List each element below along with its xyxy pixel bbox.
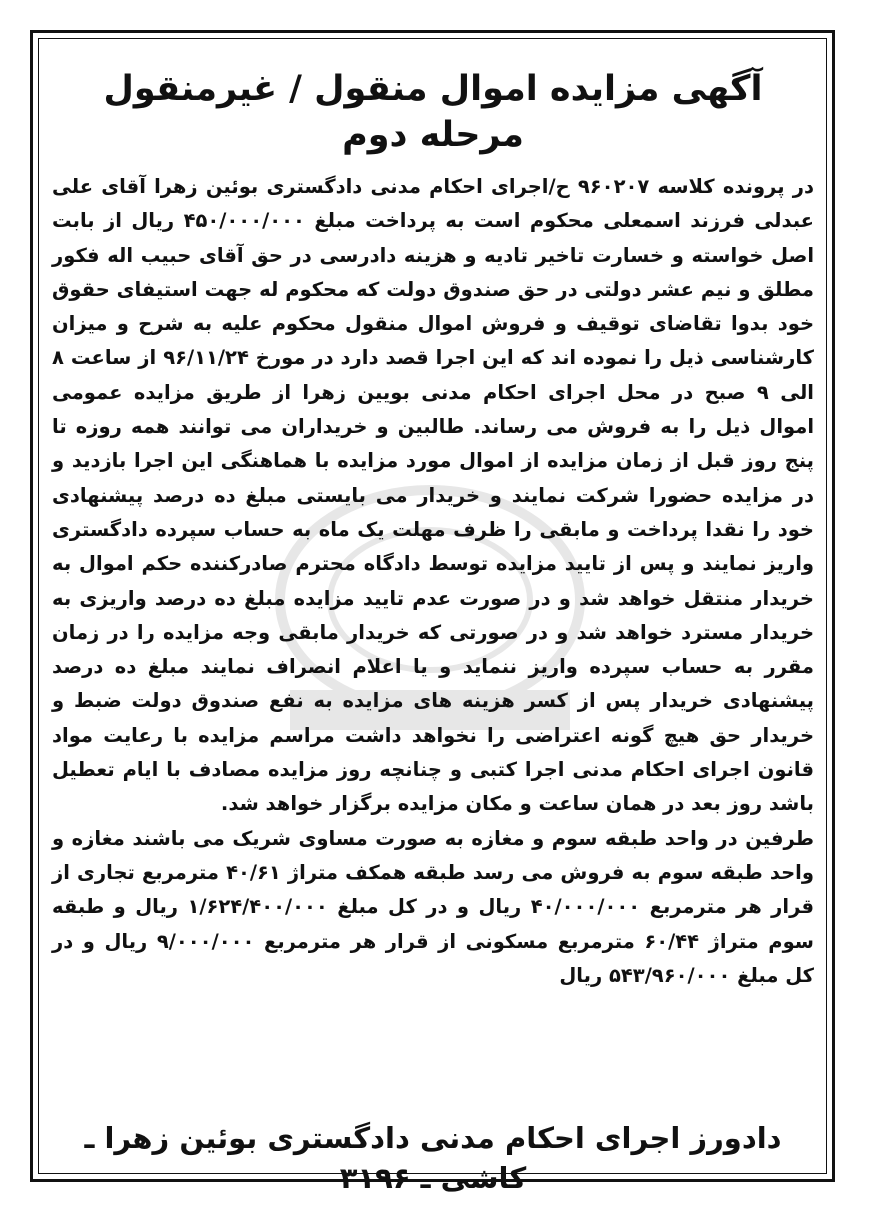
notice-content <box>52 46 814 1195</box>
notice-paragraph-main: در پرونده کلاسه ۹۶۰۲۰۷ ح/اجرای احکام مدنی دادگستری بوئین زهرا آقای علی عبدلی فرزند اسمعلی محکوم است به پرداخت مبلغ ۴۵۰/۰۰۰/۰۰۰ ریال از بابت اصل خواسته و خسارت تاخیر تادیه و هزینه دادرسی در حق آقای حبیب اله فکور مطلق و نیم عشر دولتی در حق صندوق دولت که محکوم له جهت استیفای حقوق خود بدوا تقاضای توقیف و فروش اموال منقول محکوم علیه به شرح و میزان کارشناسی ذیل را نموده اند که این اجرا قصد دارد در مورخ ۹۶/۱۱/۲۴ از ساعت ۸ الی ۹ صبح در محل اجرای احکام مدنی بویین زهرا از طریق مزایده عمومی اموال ذیل را به فروش می رساند. طالبین و خریداران می توانند همه روزه تا پنج روز قبل از زمان مزایده از اموال مورد مزایده با هماهنگی این اجرا بازدید و در مزایده حضورا شرکت نمایند و خریدار می بایستی مبلغ ده درصد پیشنهادی خود را نقدا پرداخت و مابقی را ظرف مهلت یک ماه به حساب سپرده دادگستری واریز نمایند و پس از تایید مزایده توسط دادگاه محترم صادرکننده حکم اموال به خریدار منتقل خواهد شد و در صورت عدم تایید مزایده مبلغ ده درصد واریزی به خریدار مسترد خواهد شد و در صورتی که خریدار مابقی وجه مزایده را در زمان مقرر به حساب سپرده واریز ننماید و یا اعلام انصراف نمایند مبلغ ده درصد پیشنهادی خریدار پس از کسر هزینه های مزایده به نفع صندوق دولت ضبط و خریدار حق هیچ گونه اعتراضی را نخواهد داشت مراسم مزایده با رعایت مواد قانون اجرای احکام مدنی اجرا کتبی و چنانچه روز مزایده مصادف با ایام تعطیل باشد روز بعد در همان ساعت و مکان مزایده برگزار خواهد شد. <box>52 175 814 816</box>
notice-paragraph-property: طرفین در واحد طبقه سوم و مغازه به صورت مساوی شریک می باشند مغازه و واحد طبقه سوم به فروش می رسد طبقه همکف متراژ ۴۰/۶۱ مترمربع تجاری از قرار هر مترمربع ۴۰/۰۰۰/۰۰۰ ریال و در کل مبلغ ۱/۶۲۴/۴۰۰/۰۰۰ ریال و طبقه سوم متراژ ۶۰/۴۴ مترمربع مسکونی از قرار هر مترمربع ۹/۰۰۰/۰۰۰ ریال و در کل مبلغ ۵۴۳/۹۶۰/۰۰۰ ریال <box>52 826 814 987</box>
notice-title: آگهی مزایده اموال منقول / غیرمنقول مرحله دوم <box>103 69 763 155</box>
notice-footer-signature: دادورز اجرای احکام مدنی دادگستری بوئین زهرا ـ کاشی ـ ۳۱۹۶ <box>84 1121 782 1195</box>
notice-body <box>52 170 814 993</box>
